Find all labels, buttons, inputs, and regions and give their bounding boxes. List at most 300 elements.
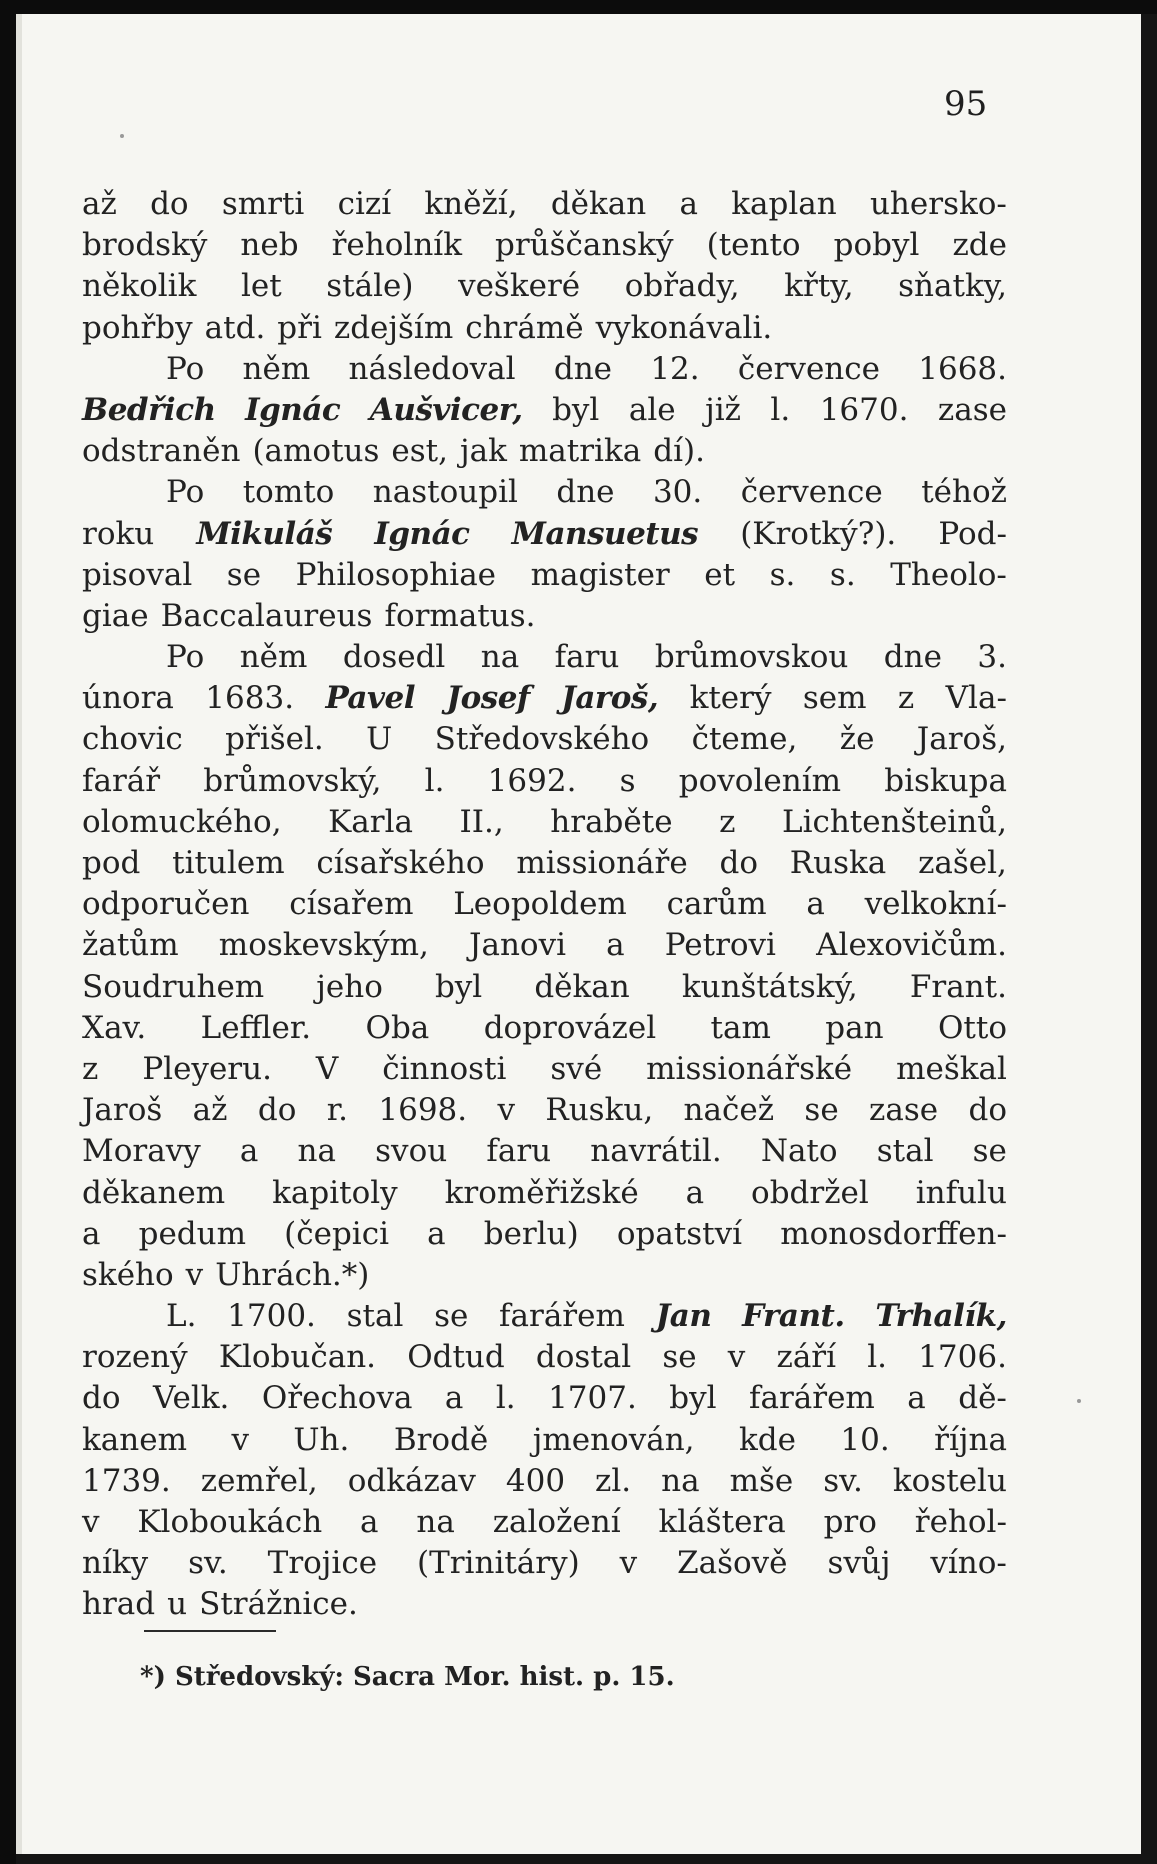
word [370,390,523,431]
word: září [776,1339,837,1376]
word: Baccalaureus [160,597,373,634]
word: průščanský [495,227,674,264]
word: (čepici [284,1215,389,1252]
word: na [297,1133,336,1170]
word: (Trinitáry) [416,1545,580,1582]
word: již [705,391,741,428]
footnote-rule [144,1630,276,1632]
word: Soudruhem [82,968,265,1005]
word: níky [82,1545,149,1582]
word: Velk. [152,1380,230,1417]
word: Theolo- [890,556,1007,593]
word: vykonávali. [595,309,773,346]
word [374,514,469,555]
word: infulu [915,1174,1007,1211]
word: z [897,680,915,717]
word: 1739. [82,1462,171,1499]
word: několik [82,268,197,305]
word: Vla- [945,680,1007,717]
word: že [839,721,875,758]
word: dne [556,474,615,511]
word: odstraněn [82,433,241,470]
text-line [82,225,1007,266]
word [446,678,529,719]
text-line [82,1584,1007,1625]
text-line [82,266,1007,307]
word: v [231,1421,249,1458]
word: a [606,927,625,964]
word: kapitoly [272,1174,398,1211]
text-line [82,1255,1007,1296]
word: stal [876,1133,934,1170]
word: odporučen [82,886,250,923]
word: uhersko- [869,186,1007,222]
word: Uh. [293,1421,350,1458]
word: dne [553,350,613,387]
text-line [82,431,1007,472]
word: meškal [896,1050,1007,1087]
word: Moravy [82,1133,201,1170]
word: se [662,1339,697,1376]
italic-name: Josef [446,680,530,717]
word: Oba [365,1009,430,1046]
word: z [719,803,736,840]
word: Otto [938,1009,1007,1046]
word: Strážnice. [199,1586,358,1623]
word [561,678,658,719]
text-line [82,1461,1007,1502]
italic-name: Mikuláš [196,515,333,552]
word: Trojice [267,1545,378,1582]
word [512,514,698,555]
word: 1683. [205,680,295,717]
word: a [82,1215,101,1252]
word: Janovi [469,927,566,964]
word [245,390,340,431]
page-number: 95 [944,84,988,124]
word: zdejším [333,309,454,346]
scan-speck [1077,1399,1081,1403]
word: v [497,1092,515,1129]
word: se [804,1092,839,1129]
word: Kloboukách [137,1504,323,1540]
word: carům [666,886,767,923]
word: dě- [958,1380,1007,1417]
word: načež [683,1092,775,1129]
text-line [82,1008,1007,1049]
word [742,1296,845,1337]
word: ského [82,1256,174,1293]
word: na [480,639,520,676]
word: děkan [534,968,630,1005]
text-line [82,925,1007,966]
word: let [240,268,282,305]
word: který [689,680,772,717]
word: farářem [499,1298,625,1335]
word: zl. [595,1462,632,1499]
word: Petrovi [664,927,776,964]
italic-name: Aušvicer, [369,391,523,428]
word: Frant. [909,968,1007,1005]
word: chrámě [465,309,584,346]
word: Alexovičům. [816,927,1007,964]
word: ale [628,391,676,428]
word: L. [166,1298,197,1335]
text-line [82,1049,1007,1090]
italic-name: Jaroš, [561,680,659,717]
text-line [82,802,1007,843]
word: moskevským, [218,927,429,964]
word: velkokní- [864,886,1007,923]
word: giae [82,597,149,634]
text-line [82,1296,1007,1337]
word: odkázav [347,1462,476,1499]
word: a [679,186,698,222]
text-line [82,967,1007,1008]
word: zase [937,391,1007,428]
word: faru [554,639,620,676]
word: Ruska [789,845,887,881]
word: sv. [823,1462,863,1499]
word: cizí [337,186,392,222]
word: pisoval [82,556,193,593]
word: se [226,556,262,593]
word: křty, [784,268,854,305]
word: tomto [242,474,335,511]
scan-frame-top [0,0,1157,14]
word: řehol- [914,1504,1007,1540]
word: svou [375,1133,448,1170]
word: 1668. [918,350,1007,387]
word: Odtud [407,1339,505,1376]
word: pobyl [833,227,920,264]
word: atd. [204,309,266,346]
word: kunštátský, [681,968,858,1005]
word: kde [738,1421,796,1458]
word: roku [82,515,155,552]
word: doprovázel [483,1009,657,1046]
word: dostal [535,1339,632,1376]
word: a [685,1174,705,1211]
word: (tento [706,227,801,264]
word: kněží, [424,186,518,222]
word: pohřby [82,309,193,346]
word: a [444,1380,464,1417]
word: čteme, [691,721,798,758]
word: února [82,680,174,717]
word: na [416,1504,455,1540]
word: u [167,1586,188,1623]
word: brodský [82,227,208,264]
word: s. [829,556,856,593]
word: et [704,556,736,593]
word: sv. [188,1545,228,1582]
word: pan [825,1009,884,1046]
word: biskupa [884,762,1007,799]
word: kroměřižské [444,1174,639,1211]
word: byl [669,1380,717,1417]
word: z [82,1050,99,1087]
word: titulem [172,845,285,881]
word: v [82,1504,100,1540]
footnote: *) Středovský: Sacra Mor. hist. p. 15. [140,1662,675,1692]
text-line [82,308,1007,349]
word: V [315,1050,339,1087]
word: missionáře [516,845,688,881]
word [875,1296,1007,1337]
word: missionářské [646,1050,853,1087]
word: Jaroš, [916,721,1007,758]
word: r. [326,1092,349,1129]
word: a [806,886,825,923]
text-line [82,1420,1007,1461]
italic-name: Frant. [742,1298,845,1335]
text-line [82,596,1007,637]
text-line [82,1502,1007,1543]
word: dne [883,639,942,676]
word: byl [552,391,600,428]
word: a [427,1215,446,1252]
word: l. [770,391,791,428]
word: 12. [650,350,700,387]
word: 1692. [487,762,577,799]
word: Leopoldem [453,886,627,923]
word: byl [434,968,483,1005]
word: navrátil. [590,1133,722,1170]
word: Pleyeru. [142,1050,272,1087]
word: brůmovskou [654,639,849,676]
word: Středovského [434,721,650,758]
word: nastoupil [372,474,518,511]
word: v [619,1545,638,1582]
word: se [434,1298,469,1335]
word: jeho [316,968,383,1005]
word [656,1296,712,1337]
word: do [968,1092,1007,1129]
word: kláštera [658,1504,786,1540]
word: zase [869,1092,939,1129]
word: založení [492,1504,621,1540]
word: pod [82,845,141,881]
scan-frame-left [0,0,16,1864]
word: hraběte [550,803,673,840]
word: neb [240,227,299,264]
word: Po [166,350,205,387]
word: tam [710,1009,771,1046]
word: s. [769,556,796,593]
text-line [82,637,1007,678]
word: 1670. [819,391,909,428]
word: sem [802,680,867,717]
word: a [360,1504,379,1540]
word: své [550,1050,603,1087]
word: Uhrách.*) [215,1256,370,1293]
word: brůmovský, [203,762,382,799]
word: dosedl [342,639,446,676]
word: do [150,186,189,222]
word: kostelu [892,1462,1007,1499]
word: est, [391,433,448,470]
word: kanem [82,1421,187,1458]
word: v [185,1256,204,1293]
word: Lichtenšteinů, [781,803,1007,840]
text-line [82,719,1007,760]
word: 10. [840,1421,890,1458]
text-line [82,1378,1007,1419]
word: (amotus [252,433,380,470]
word: pro [823,1504,877,1540]
word: žatům [82,927,179,964]
word: povolením [678,762,842,799]
text-line [82,884,1007,925]
word: Leffler. [200,1009,312,1046]
word: Po [166,474,205,511]
word: 400 [505,1462,566,1499]
word: Po [166,639,205,676]
text-line [82,761,1007,802]
text-line [82,472,1007,513]
text-line [82,1131,1007,1172]
word: farářem [749,1380,875,1417]
word: Ořechova [261,1380,413,1417]
word: l. [424,762,445,799]
word: l. [495,1380,516,1417]
word: jmenován, [532,1421,695,1458]
word: července [737,350,880,387]
word: formatus. [384,597,536,634]
word: následoval [348,350,516,387]
text-line [82,1543,1007,1584]
word: l. [867,1339,887,1376]
italic-name: Trhalík, [875,1298,1007,1335]
italic-name: Bedřich [82,391,216,428]
word: monosdorffen- [780,1215,1007,1252]
word: obdržel [751,1174,869,1211]
word: faru [486,1133,552,1170]
word: rozený [82,1339,188,1376]
word: opatství [616,1215,743,1252]
text-line [82,184,1007,225]
word: svůj [827,1545,891,1582]
body-text [82,184,1007,1626]
word: stal [346,1298,404,1335]
word: obřady, [624,268,740,305]
italic-name: Ignác [245,391,341,428]
word: 1707. [548,1380,637,1417]
word: víno- [930,1545,1007,1582]
word: činnosti [382,1050,507,1087]
text-line [82,678,1007,719]
word: zde [952,227,1007,264]
text-line [82,349,1007,390]
word: děkanem [82,1174,226,1211]
word: veškeré [458,268,581,305]
word: do [719,845,758,881]
word: něm [242,350,311,387]
text-line [82,1214,1007,1255]
word: magister [530,556,670,593]
word: 1700. [227,1298,316,1335]
word: pedum [138,1215,247,1252]
book-page [16,14,1141,1854]
word: stále) [326,268,414,305]
italic-name: Ignác [374,515,470,552]
word: a [907,1380,926,1417]
word: řeholník [331,227,462,264]
word: a [239,1133,259,1170]
word: něm [239,639,308,676]
text-line [82,1337,1007,1378]
text-line [82,1090,1007,1131]
word: až [82,186,117,222]
word: hrad [82,1586,156,1623]
word: 3. [977,639,1007,676]
text-line [82,843,1007,884]
word: dí). [653,433,705,470]
word: Rusku, [545,1092,654,1129]
text-line [82,514,1007,555]
word: farář [82,762,161,799]
word: Klobučan. [218,1339,377,1376]
word: chovic [82,721,183,758]
italic-name: Jan [655,1298,712,1335]
word: v [727,1339,746,1376]
word [325,678,415,719]
word: října [934,1421,1007,1458]
word: téhož [921,474,1007,511]
word: až [192,1092,228,1129]
word: 30. [652,474,703,511]
word: do [257,1092,297,1129]
word: s [619,762,636,799]
word: Nato [760,1133,838,1170]
word: císařem [289,886,414,923]
word: července [740,474,883,511]
word: 1706. [918,1339,1007,1376]
word: jak [460,433,507,470]
word: přišel. [225,721,324,758]
word: matrika [518,433,642,470]
word: berlu) [483,1215,579,1252]
word: zašel, [918,845,1007,881]
word: Pod- [938,515,1007,552]
word [82,390,216,431]
italic-name: Mansuetus [511,515,699,552]
word: Karla [328,803,413,840]
word: U [366,721,393,758]
scan-speck [120,134,124,138]
word: Zašově [677,1545,788,1582]
word [196,514,332,555]
word: kaplan [731,186,837,222]
word: zemřel, [200,1462,318,1499]
word: (Krotký?). [740,515,897,552]
text-line [82,390,1007,431]
word: Brodě [393,1421,489,1458]
italic-name: Pavel [325,680,416,717]
word: do [82,1380,121,1417]
word: Xav. [82,1009,147,1046]
word: smrti [221,186,305,222]
word: 1698. [378,1092,468,1129]
word: děkan [550,186,647,222]
word: sňatky, [898,268,1007,305]
word: na [661,1462,700,1499]
word: Philosophiae [295,556,497,593]
text-line [82,1173,1007,1214]
word: mše [729,1462,794,1499]
text-line [82,555,1007,596]
